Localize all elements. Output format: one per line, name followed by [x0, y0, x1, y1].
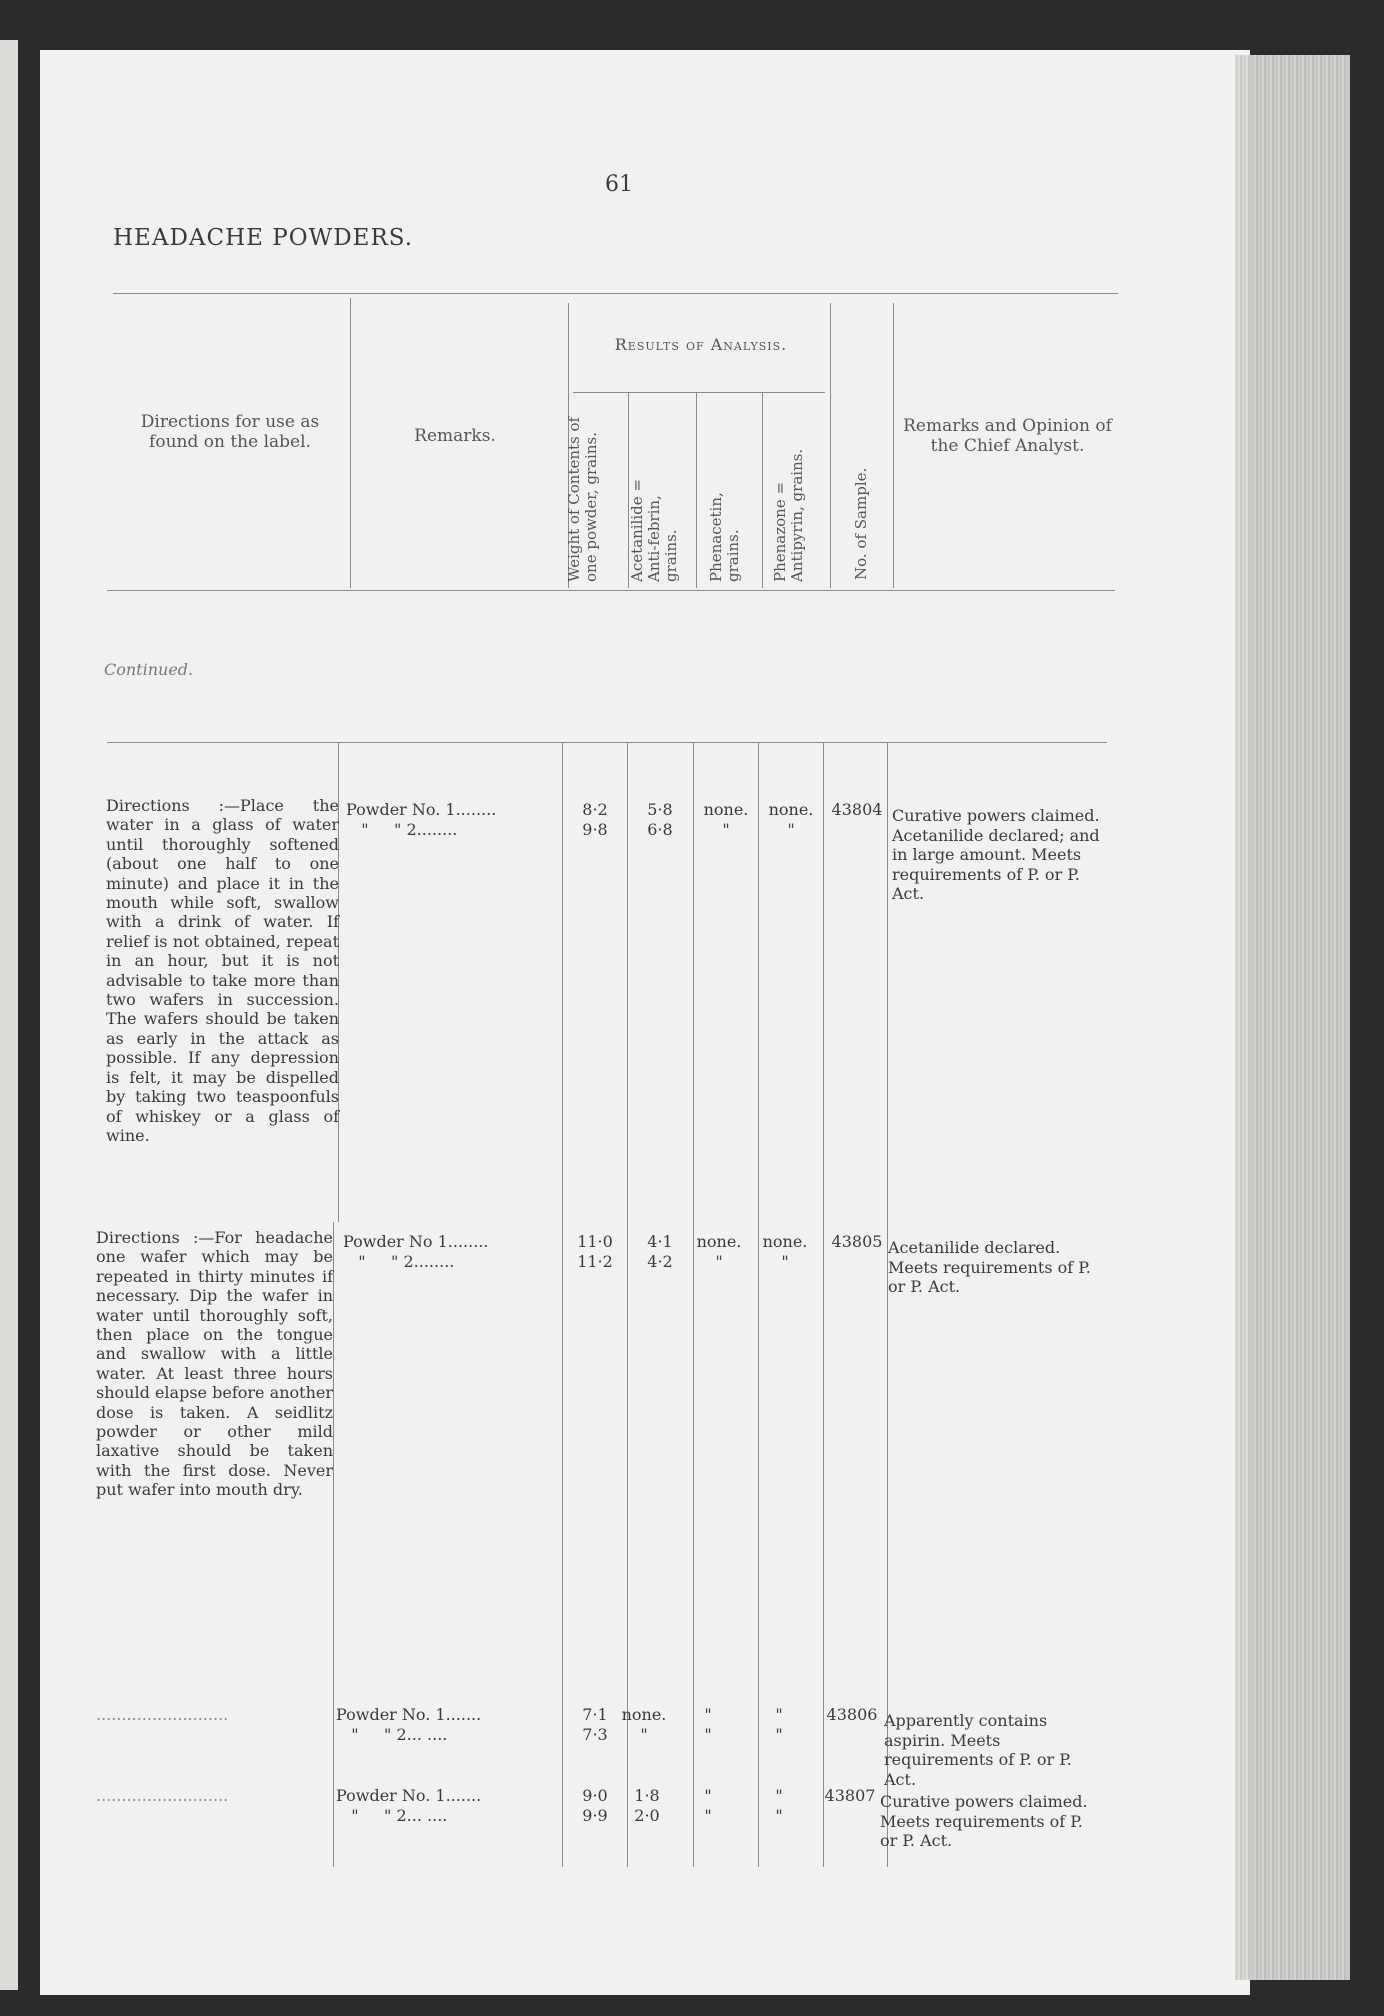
row-remark-line: " " 2........	[343, 1252, 455, 1271]
row-sample-no: 43807	[824, 1786, 876, 1805]
header-divider	[696, 392, 697, 588]
row-acetanilide: 1·8	[634, 1786, 660, 1805]
header-divider	[762, 392, 763, 588]
row-directions: ..........................	[96, 1786, 229, 1805]
row-remark-line: Powder No. 1........	[346, 800, 497, 819]
row-phenazone: none.	[768, 800, 814, 819]
body-divider	[823, 742, 824, 1867]
row-acetanilide: 2·0	[634, 1806, 660, 1825]
row-remark-line: Powder No. 1.......	[336, 1705, 482, 1724]
page-stack-edge	[1235, 55, 1350, 1980]
row-remark-line: Powder No 1........	[343, 1232, 489, 1251]
body-top-rule	[107, 742, 1107, 743]
row-weight: 8·2	[582, 800, 608, 819]
row-remark-line: " " 2........	[346, 820, 458, 839]
header-bottom-rule	[107, 590, 1115, 591]
row-weight: 9·8	[582, 820, 608, 839]
header-directions: Directions for use as found on the label.	[140, 412, 320, 452]
header-weight: Weight of Contents of one powder, grains.	[565, 416, 600, 582]
row-opinion: Curative powers claimed. Meets requirements of P. or P. Act.	[880, 1792, 1088, 1850]
header-sample-no: No. of Sample.	[852, 467, 870, 580]
row-phenacetin: "	[704, 1786, 712, 1805]
row-acetanilide: none.	[621, 1705, 667, 1724]
page-number: 61	[605, 172, 633, 197]
continued-label: Continued.	[104, 660, 194, 679]
row-phenazone: none.	[762, 1232, 808, 1251]
row-acetanilide: "	[640, 1725, 648, 1744]
row-phenacetin: "	[704, 1705, 712, 1724]
row-weight: 7·3	[582, 1725, 608, 1744]
header-divider	[830, 303, 831, 588]
row-phenacetin: none.	[703, 800, 749, 819]
header-top-rule	[113, 293, 1118, 294]
row-sample-no: 43805	[831, 1232, 883, 1251]
row-phenazone: "	[775, 1725, 783, 1744]
row-acetanilide: 6·8	[647, 820, 673, 839]
body-divider	[887, 742, 888, 1867]
row-directions: Directions :—Place the water in a glass of water until thoroughly softened (about one half to one minute) and place it in the mouth while soft, swallow with a drink of water. If relief is not obtained, repeat in an hour, but it is not advisable to take more than two wafers in succession. The wafers should be taken as early in the attack as possible. If any depression is felt, it may be dispelled by taking two teaspoonfuls of whiskey or a glass of wine.	[106, 796, 339, 1145]
row-weight: 9·9	[582, 1806, 608, 1825]
row-acetanilide: 4·2	[647, 1252, 673, 1271]
row-remark-line: Powder No. 1.......	[336, 1786, 482, 1805]
row-phenacetin: none.	[696, 1232, 742, 1251]
body-divider	[562, 742, 563, 1867]
row-sample-no: 43806	[826, 1705, 878, 1724]
row-remark-line: " " 2... ....	[336, 1725, 448, 1744]
row-acetanilide: 4·1	[647, 1232, 673, 1251]
row-opinion: Acetanilide declared. Meets requirements of P. or P. Act.	[888, 1238, 1091, 1296]
row-opinion: Apparently contains aspirin. Meets requirements of P. or P. Act.	[884, 1711, 1072, 1789]
row-sample-no: 43804	[831, 800, 883, 819]
results-subrule	[573, 392, 825, 393]
row-phenacetin: "	[722, 820, 730, 839]
header-phenacetin: Phenacetin, grains.	[707, 492, 742, 582]
row-phenazone: "	[787, 820, 795, 839]
body-divider	[693, 742, 694, 1867]
header-results: Results of Analysis.	[614, 335, 788, 354]
row-weight: 9·0	[582, 1786, 608, 1805]
header-phenazone: Phenazone = Antipyrin, grains.	[771, 448, 806, 582]
row-phenacetin: "	[704, 1725, 712, 1744]
row-directions: ..........................	[96, 1705, 229, 1724]
body-divider	[333, 1222, 334, 1867]
header-divider	[350, 298, 351, 588]
row-phenacetin: "	[704, 1806, 712, 1825]
row-acetanilide: 5·8	[647, 800, 673, 819]
page-title: HEADACHE POWDERS.	[113, 225, 414, 251]
row-weight: 11·0	[577, 1232, 613, 1251]
row-phenazone: "	[775, 1786, 783, 1805]
row-directions: Directions :—For headache one wafer which may be repeated in thirty minutes if necessary. Dip the wafer in water until thoroughly soft, then place on the tongue and swallow with a little water. At least three hours should elapse before another dose is taken. A seidlitz powder or other mild laxative should be taken with the first dose. Never put wafer into mouth dry.	[96, 1228, 333, 1500]
row-phenacetin: "	[715, 1252, 723, 1271]
left-page-edge	[0, 40, 18, 1990]
header-opinion: Remarks and Opinion of the Chief Analyst.	[903, 416, 1112, 456]
row-phenazone: "	[781, 1252, 789, 1271]
row-opinion: Curative powers claimed. Acetanilide declared; and in large amount. Meets requirements of P. or P. Act.	[892, 806, 1100, 903]
row-weight: 7·1	[582, 1705, 608, 1724]
row-phenazone: "	[775, 1806, 783, 1825]
header-divider	[893, 303, 894, 588]
row-weight: 11·2	[577, 1252, 613, 1271]
body-divider	[758, 742, 759, 1867]
row-remark-line: " " 2... ....	[336, 1806, 448, 1825]
body-divider	[627, 742, 628, 1867]
row-phenazone: "	[775, 1705, 783, 1724]
header-acetanilide: Acetanilide = Anti-febrin, grains.	[628, 479, 680, 582]
header-remarks: Remarks.	[414, 426, 496, 446]
